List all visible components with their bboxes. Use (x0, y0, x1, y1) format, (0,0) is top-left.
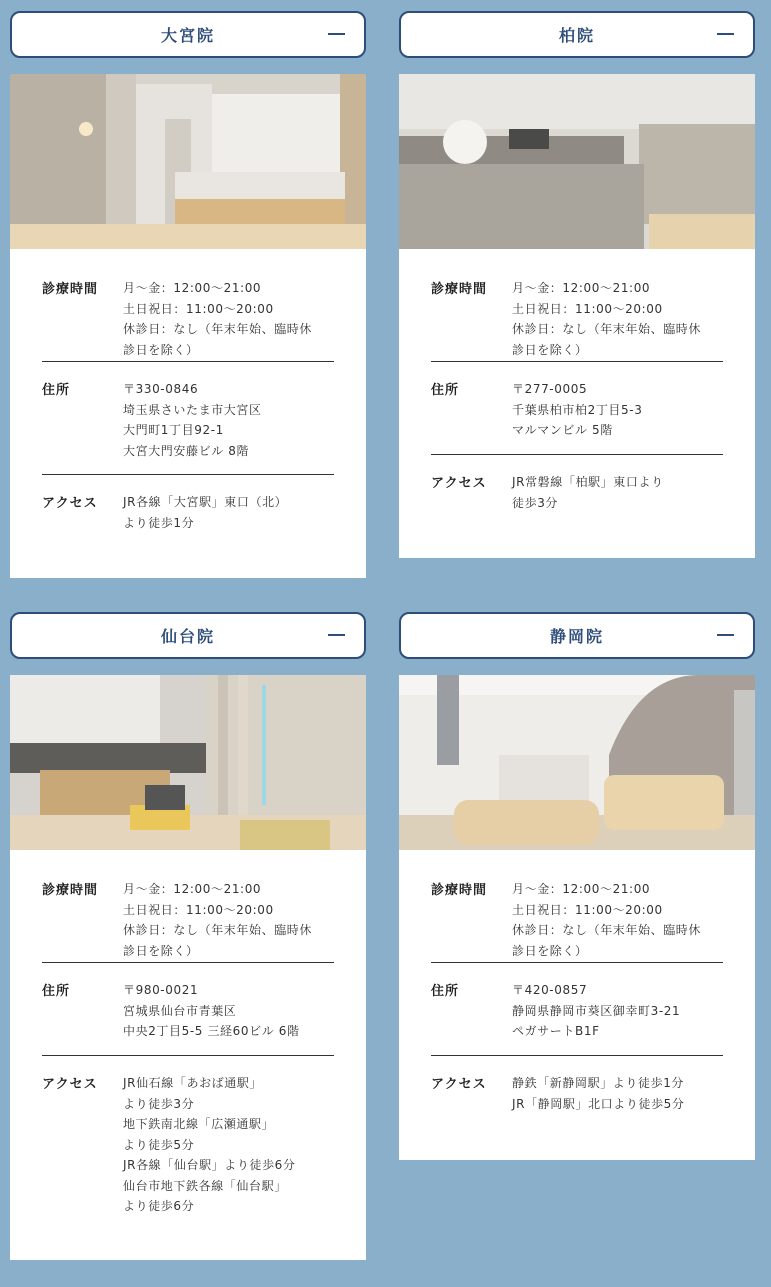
hours-label: 診療時間 (431, 282, 488, 297)
address-line: 中央2丁目5-5 三経60ビル 6階 (123, 1024, 300, 1038)
hours-label: 診療時間 (431, 883, 488, 898)
access-line: JR各線「大宮駅」東口（北） (123, 495, 288, 509)
minus-icon[interactable] (717, 634, 734, 636)
access-row (42, 475, 334, 533)
access-label: アクセス (431, 1077, 487, 1092)
hours-row (42, 249, 334, 361)
access-row (431, 1056, 723, 1114)
hours-line: 土日祝日：11:00～20:00 (512, 301, 663, 316)
address-line: 埼玉県さいたま市大宮区 (123, 402, 262, 417)
hours-line: 土日祝日：11:00～20:00 (512, 902, 663, 917)
address-line: 宮城県仙台市青葉区 (123, 1003, 237, 1018)
access-row (431, 455, 723, 513)
access-value (512, 472, 723, 513)
access-line: より徒歩1分 (123, 515, 195, 530)
access-row (42, 1056, 334, 1217)
clinic-name: 柏院 (558, 26, 595, 45)
address-line: 〒330-0846 (123, 382, 199, 396)
address-label: 住所 (431, 984, 460, 999)
accordion-header-kashiwa[interactable] (399, 11, 755, 58)
hours-line: 月～金：12:00～21:00 (512, 281, 651, 295)
access-value (512, 1073, 723, 1114)
hours-line: 診日を除く） (512, 943, 588, 958)
hours-line: 月～金：12:00～21:00 (123, 882, 262, 896)
hours-line: 診日を除く） (123, 342, 199, 357)
accordion-header-omiya[interactable] (10, 11, 366, 58)
address-line: ペガサートB1F (512, 1024, 600, 1038)
hours-line: 土日祝日：11:00～20:00 (123, 301, 274, 316)
hours-value (512, 879, 723, 961)
address-line: 〒277-0005 (512, 382, 588, 396)
address-line: 静岡県静岡市葵区御幸町3-21 (512, 1003, 681, 1018)
hours-label: 診療時間 (42, 282, 99, 297)
clinic-photo-kashiwa (399, 74, 755, 249)
address-line: 〒980-0021 (123, 983, 199, 997)
hours-line: 診日を除く） (512, 342, 588, 357)
hours-line: 土日祝日：11:00～20:00 (123, 902, 274, 917)
accordion-header-shizuoka[interactable] (399, 612, 755, 659)
minus-icon[interactable] (328, 33, 345, 35)
hours-value (123, 278, 334, 360)
access-line: JR「静岡駅」北口より徒歩5分 (512, 1096, 685, 1111)
hours-line: 月～金：12:00～21:00 (512, 882, 651, 896)
access-line: より徒歩6分 (123, 1199, 195, 1213)
address-line: 〒420-0857 (512, 983, 588, 997)
clinic-info-card (399, 249, 755, 558)
hours-value (512, 278, 723, 360)
clinic-info-card (10, 850, 366, 1260)
hours-line: 休診日：なし（年末年始、臨時休 (123, 322, 313, 336)
address-row (42, 362, 334, 474)
hours-line: 休診日：なし（年末年始、臨時休 (512, 322, 702, 336)
address-value (512, 980, 723, 1042)
clinic-info-card (10, 249, 366, 578)
address-label: 住所 (431, 383, 460, 398)
clinic-photo-sendai (10, 675, 366, 850)
access-line: 静鉄「新静岡駅」より徒歩1分 (512, 1076, 685, 1090)
access-line: 地下鉄南北線「広瀬通駅」 (123, 1117, 275, 1131)
minus-icon[interactable] (717, 33, 734, 35)
hours-label: 診療時間 (42, 883, 99, 898)
access-line: JR常磐線「柏駅」東口より (512, 475, 664, 489)
access-label: アクセス (42, 496, 98, 511)
access-value (123, 1073, 334, 1217)
address-line: マルマンビル 5階 (512, 423, 613, 437)
hours-line: 休診日：なし（年末年始、臨時休 (123, 923, 313, 937)
clinic-name: 大宮院 (160, 26, 215, 45)
access-line: より徒歩5分 (123, 1137, 195, 1152)
address-row (431, 362, 723, 454)
hours-row (42, 850, 334, 962)
hours-row (431, 249, 723, 361)
access-line: より徒歩3分 (123, 1096, 195, 1111)
hours-line: 月～金：12:00～21:00 (123, 281, 262, 295)
hours-value (123, 879, 334, 961)
address-value (123, 379, 334, 461)
access-label: アクセス (431, 476, 487, 491)
address-label: 住所 (42, 383, 71, 398)
hours-line: 診日を除く） (123, 943, 199, 958)
hours-line: 休診日：なし（年末年始、臨時休 (512, 923, 702, 937)
access-value (123, 492, 334, 533)
access-label: アクセス (42, 1077, 98, 1092)
clinic-photo-shizuoka (399, 675, 755, 850)
address-row (431, 963, 723, 1055)
clinic-info-card (399, 850, 755, 1160)
access-line: JR各線「仙台駅」より徒歩6分 (123, 1158, 296, 1172)
hours-row (431, 850, 723, 962)
address-line: 千葉県柏市柏2丁目5-3 (512, 402, 643, 417)
minus-icon[interactable] (328, 634, 345, 636)
address-value (512, 379, 723, 441)
clinic-photo-omiya (10, 74, 366, 249)
address-line: 大宮大門安藤ビル 8階 (123, 443, 250, 458)
address-label: 住所 (42, 984, 71, 999)
address-value (123, 980, 334, 1042)
clinic-name: 仙台院 (160, 627, 215, 646)
address-row (42, 963, 334, 1055)
clinic-name: 静岡院 (549, 627, 604, 646)
access-line: 仙台市地下鉄各線「仙台駅」 (123, 1178, 287, 1193)
accordion-header-sendai[interactable] (10, 612, 366, 659)
address-line: 大門町1丁目92-1 (123, 423, 224, 437)
access-line: JR仙石線「あおば通駅」 (123, 1076, 263, 1090)
access-line: 徒歩3分 (512, 495, 559, 510)
